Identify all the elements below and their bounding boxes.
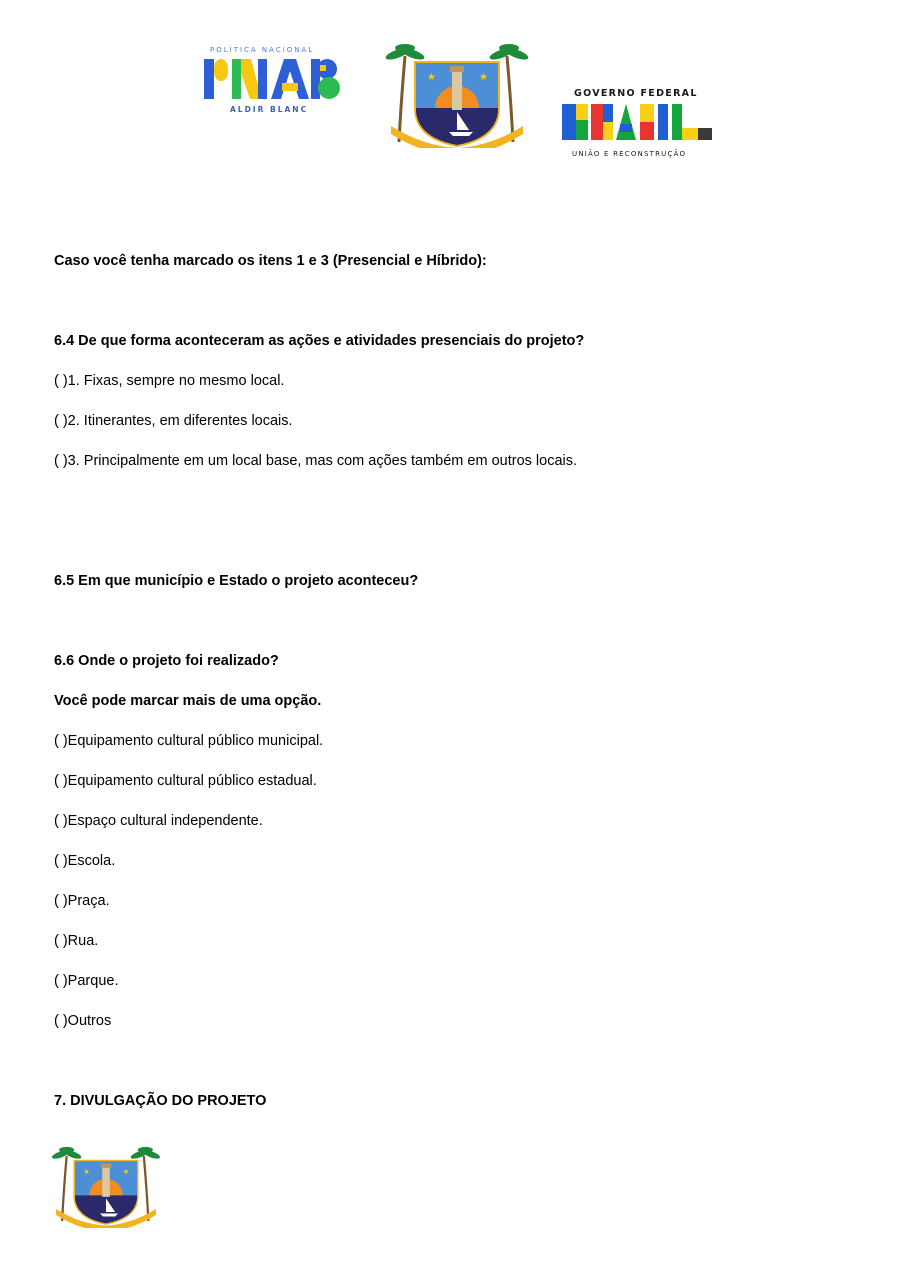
brasil-logo-top-text: GOVERNO FEDERAL [574, 88, 698, 99]
q66-option-estadual[interactable]: ( )Equipamento cultural público estadual. [54, 773, 317, 789]
city-seal-logo-footer [50, 1143, 162, 1228]
pnab-logo-top-text: POLÍTICA NACIONAL [210, 46, 315, 54]
question-6-4-title: 6.4 De que forma aconteceram as ações e atividades presenciais do projeto? [54, 333, 585, 349]
q66-option-escola[interactable]: ( )Escola. [54, 853, 116, 869]
question-6-6-title: 6.6 Onde o projeto foi realizado? [54, 653, 279, 669]
q64-option-3[interactable]: ( )3. Principalmente em um local base, mas com ações também em outros locais. [54, 453, 578, 469]
intro-text: Caso você tenha marcado os itens 1 e 3 (Presencial e Híbrido): [54, 253, 487, 269]
svg-text:★: ★ [479, 72, 488, 83]
brasil-logo-bottom-text: UNIÃO E RECONSTRUÇÃO [572, 150, 687, 158]
brasil-logo [558, 84, 718, 164]
section-7-title: 7. DIVULGAÇÃO DO PROJETO [54, 1093, 267, 1109]
q66-option-independente[interactable]: ( )Espaço cultural independente. [54, 813, 263, 829]
svg-text:★: ★ [83, 1167, 91, 1177]
q66-option-praca[interactable]: ( )Praça. [54, 893, 110, 909]
q64-option-2[interactable]: ( )2. Itinerantes, em diferentes locais. [54, 413, 293, 429]
svg-text:★: ★ [122, 1167, 130, 1177]
q66-option-parque[interactable]: ( )Parque. [54, 973, 119, 989]
q66-option-rua[interactable]: ( )Rua. [54, 933, 99, 949]
question-6-5-title: 6.5 Em que município e Estado o projeto aconteceu? [54, 573, 419, 589]
pnab-logo [178, 35, 360, 167]
pnab-logo-bottom-text: ALDIR BLANC [230, 105, 309, 114]
svg-text:★: ★ [427, 72, 436, 83]
q64-option-1[interactable]: ( )1. Fixas, sempre no mesmo local. [54, 373, 285, 389]
q66-option-outros[interactable]: ( )Outros [54, 1013, 112, 1029]
city-seal-logo [383, 42, 531, 148]
q66-option-municipal[interactable]: ( )Equipamento cultural público municipal. [54, 733, 324, 749]
question-6-6-hint: Você pode marcar mais de uma opção. [54, 693, 322, 709]
